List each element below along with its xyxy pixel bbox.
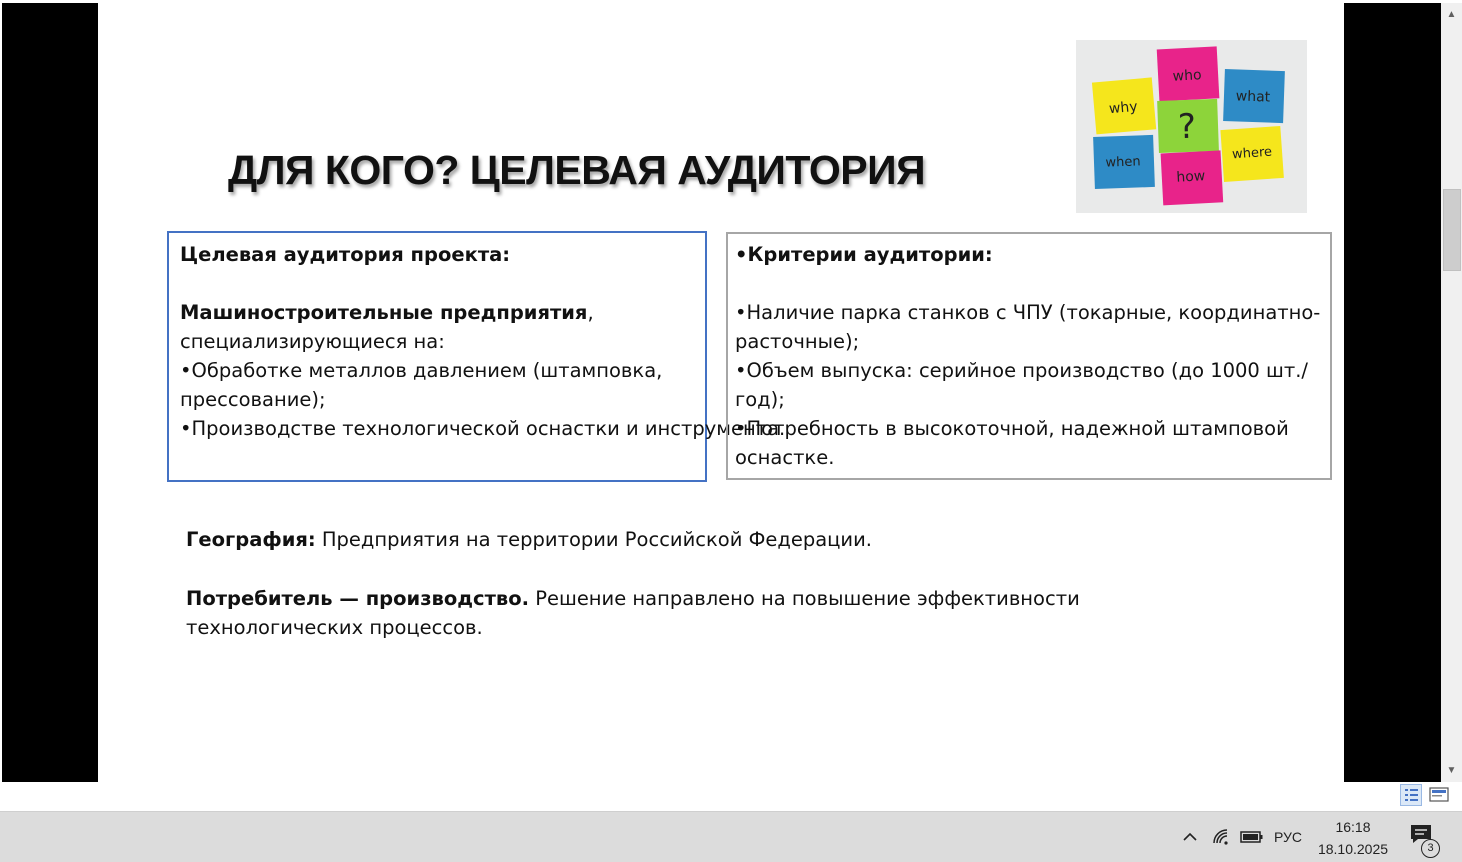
language-indicator[interactable]: РУС xyxy=(1274,829,1303,845)
stage-left-bar xyxy=(2,3,98,782)
note-how: how xyxy=(1175,168,1206,186)
note-when: when xyxy=(1105,154,1141,171)
chevron-up-icon xyxy=(1180,827,1200,847)
target-audience-subject: Машиностроительные предприятия, xyxy=(180,301,594,324)
scroll-down-icon[interactable]: ▼ xyxy=(1446,765,1457,776)
notifications-badge: 3 xyxy=(1421,839,1440,858)
slide xyxy=(98,3,1344,782)
criteria-heading: •Критерии аудитории: xyxy=(735,243,993,266)
stage-right-bar xyxy=(1344,3,1441,782)
outline-view-icon[interactable] xyxy=(1400,784,1422,806)
criteria-bullet-1: •Наличие парка станков с ЧПУ (токарные, координатно-расточные); xyxy=(735,301,1321,353)
target-audience-line2: специализирующиеся на: xyxy=(180,330,445,353)
criteria-bullet-2: •Объем выпуска: серийное производство (до 1000 шт./год); xyxy=(735,359,1308,411)
target-audience-bullet-2: •Производстве технологической оснастки и инструмента. xyxy=(180,417,786,440)
clock[interactable] xyxy=(1310,816,1396,860)
note-question: ? xyxy=(1177,106,1197,148)
scroll-thumb[interactable] xyxy=(1443,189,1461,271)
taskbar xyxy=(0,811,1462,862)
notifications-button[interactable] xyxy=(1408,812,1438,862)
view-mode-toolbar xyxy=(1400,784,1450,810)
note-who: who xyxy=(1172,67,1202,85)
show-hidden-icons[interactable] xyxy=(1180,812,1200,862)
clock-date: 18.10.2025 xyxy=(1317,841,1389,857)
geography-paragraph: География: Предприятия на территории Российской Федерации. xyxy=(186,528,872,551)
note-where: where xyxy=(1231,144,1273,163)
consumer-paragraph: Потребитель — производство. Решение направлено на повышение эффективности технологических процессов. xyxy=(186,587,1080,639)
battery-icon[interactable] xyxy=(1240,812,1264,862)
note-what: what xyxy=(1235,88,1271,106)
scroll-up-icon[interactable]: ▲ xyxy=(1446,9,1457,20)
criteria-bullet-3: •Потребность в высокоточной, надежной штамповой оснастке. xyxy=(735,417,1289,469)
target-audience-box[interactable] xyxy=(167,231,786,482)
slide-title: ДЛЯ КОГО? ЦЕЛЕВАЯ АУДИТОРИЯ xyxy=(228,147,926,193)
vertical-scrollbar[interactable] xyxy=(1441,3,1462,782)
target-audience-bullet-1: •Обработке металлов давлением (штамповка, прессование); xyxy=(180,359,663,411)
clock-time: 16:18 xyxy=(1335,819,1371,835)
audience-criteria-box[interactable] xyxy=(726,232,1332,480)
target-audience-heading: Целевая аудитория проекта: xyxy=(180,243,511,266)
wifi-icon[interactable] xyxy=(1211,812,1233,862)
slide-view-icon[interactable] xyxy=(1428,784,1450,806)
sticky-notes-image xyxy=(1076,40,1307,213)
note-why: why xyxy=(1108,98,1139,118)
